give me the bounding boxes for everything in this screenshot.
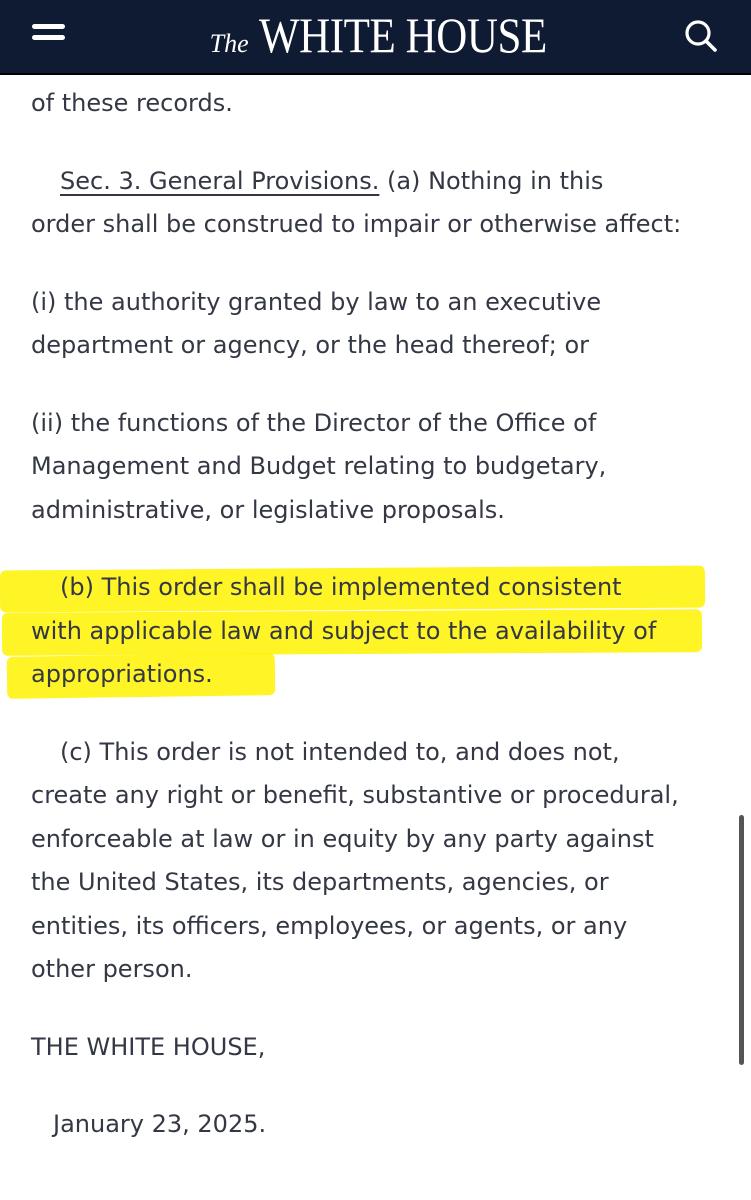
para-b-line-3: appropriations. xyxy=(31,660,213,688)
para-c-line-6: other person. xyxy=(31,955,193,983)
logo-the: The xyxy=(209,29,249,58)
para-c-line-5: entities, its officers, employees, or agents, or any xyxy=(31,911,628,940)
sec3-a-text: Nothing in this xyxy=(428,166,604,195)
item-ii-line-3: administrative, or legislative proposals. xyxy=(31,495,505,524)
site-header xyxy=(0,0,751,75)
item-ii-paragraph xyxy=(31,402,731,533)
sec3-a-label: (a) xyxy=(386,166,421,195)
sec3-paragraph xyxy=(31,160,731,247)
site-logo[interactable] xyxy=(0,0,751,73)
sec3-heading-link[interactable]: Sec. 3. General Provisions. xyxy=(60,166,380,195)
para-c-paragraph xyxy=(31,731,731,992)
item-ii-line-2: Management and Budget relating to budgetary, xyxy=(31,452,607,480)
para-b-line-2: with applicable law and subject to the availability of xyxy=(31,616,657,645)
document-body xyxy=(31,75,731,1147)
item-ii-line-1: (ii) the functions of the Director of the Office of xyxy=(31,408,597,437)
sec3-line-2: order shall be construed to impair or otherwise affect: xyxy=(31,210,682,238)
item-i-line-2: department or agency, or the head thereof; or xyxy=(31,331,589,359)
para-c-line-3: enforceable at law or in equity by any party against xyxy=(31,824,654,853)
para-c-line-2: create any right or benefit, substantive or procedural, xyxy=(31,781,679,809)
para-c-line-4: the United States, its departments, agencies, or xyxy=(31,868,609,896)
order-date: January 23, 2025. xyxy=(53,1110,267,1138)
item-i-paragraph xyxy=(31,281,731,368)
para-b-line-1: (b) This order shall be implemented consistent xyxy=(60,573,622,601)
scrollbar-thumb[interactable] xyxy=(739,815,744,1065)
sec3-line-1 xyxy=(31,160,731,204)
logo-white-house: WHITE HOUSE xyxy=(258,7,547,63)
para-c-line-1: (c) This order is not intended to, and does not, xyxy=(60,737,620,766)
para-b-highlighted xyxy=(31,566,731,697)
item-i-line-1: (i) the authority granted by law to an executive xyxy=(31,287,602,316)
intro-tail-text: of these records. xyxy=(31,89,233,117)
signature-text: THE WHITE HOUSE, xyxy=(31,1032,266,1061)
search-icon[interactable] xyxy=(678,14,724,58)
